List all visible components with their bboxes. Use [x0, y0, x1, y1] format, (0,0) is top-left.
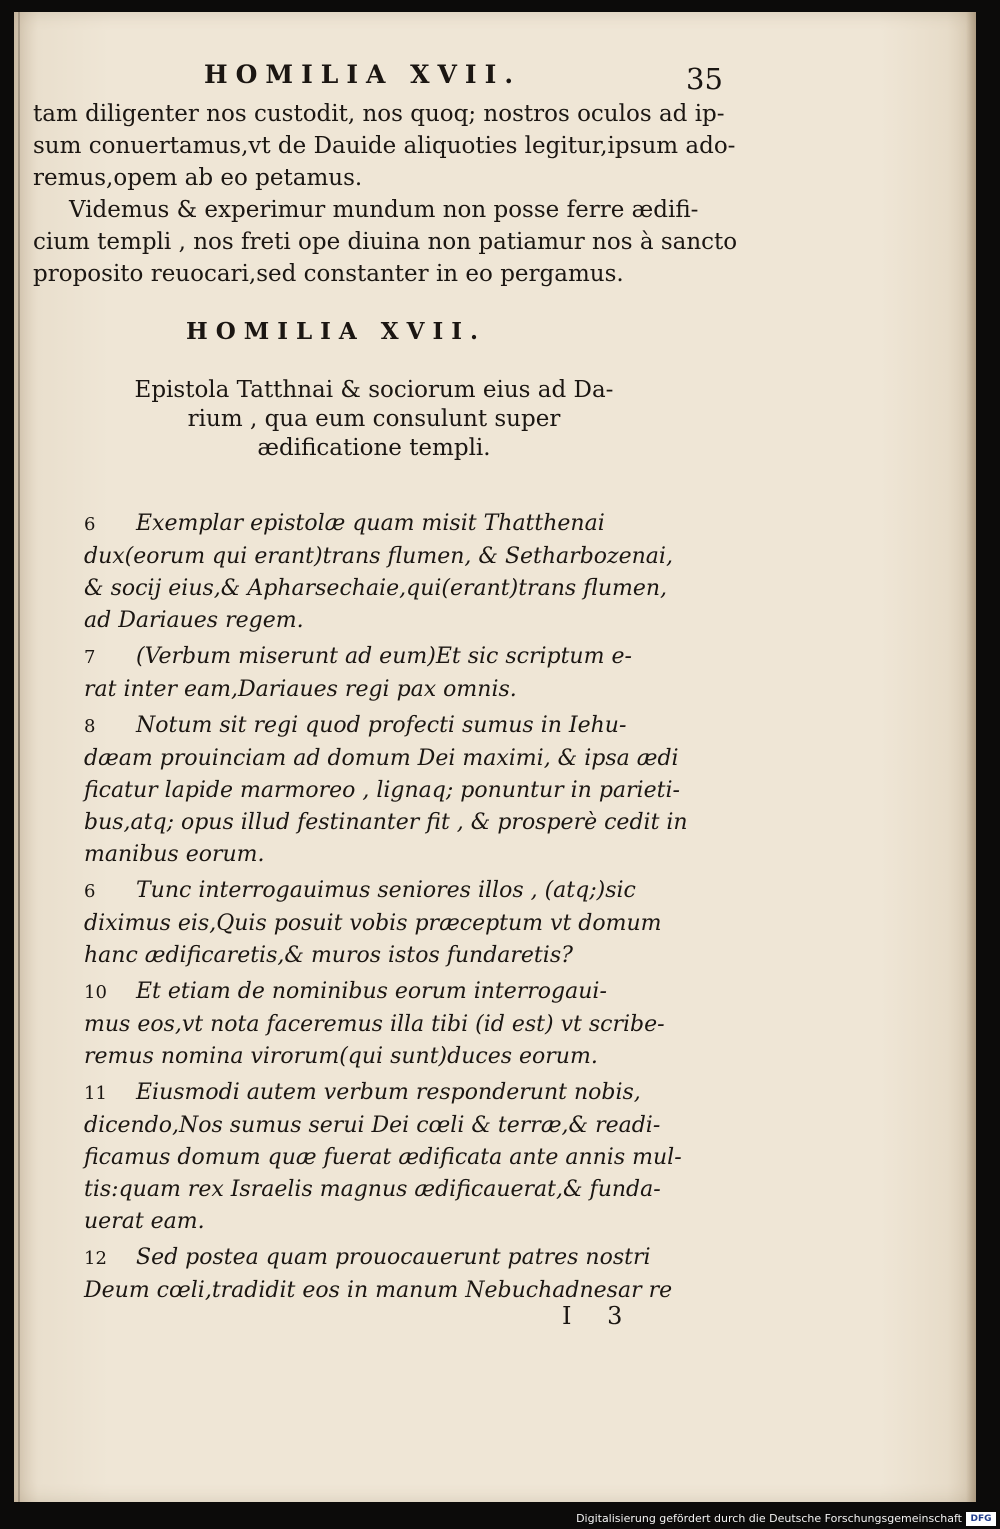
verse-line: Notum sit regi quod profecti sumus in Iehu-	[136, 713, 627, 738]
verse-line: Eiusmodi autem verbum responderunt nobis,	[136, 1080, 641, 1105]
verse-line: bus,atq; opus illud festinanter fit , & prosperè cedit in	[84, 810, 688, 835]
verse-line: ad Dariaues regem.	[84, 608, 304, 633]
summary-line: ædificatione templi.	[257, 435, 491, 461]
book-page	[14, 12, 976, 1502]
homily-heading: HOMILIA XVII.	[186, 318, 486, 345]
verse-line: dæam prouinciam ad domum Dei maximi, & ipsa ædi	[84, 746, 679, 771]
verse	[84, 508, 704, 637]
homily-summary	[134, 376, 614, 463]
page-number: 35	[686, 62, 723, 96]
verse-line: dicendo,Nos sumus serui Dei cœli & terræ,& readi-	[84, 1113, 661, 1138]
top-paragraph	[33, 98, 738, 290]
page-edge-shadow	[966, 12, 976, 1502]
verse-number: 6	[84, 514, 96, 535]
text-line: proposito reuocari,sed constanter in eo pergamus.	[33, 261, 624, 287]
text-line: cium templi , nos freti ope diuina non patiamur nos à sancto	[33, 229, 738, 255]
verse-line: (Verbum miserunt ad eum)Et sic scriptum e-	[136, 644, 632, 669]
signature-mark: I 3	[562, 1302, 637, 1330]
gutter-shadow	[18, 12, 20, 1502]
summary-line: rium , qua eum consulunt super	[187, 406, 561, 432]
verse-line: rat inter eam,Dariaues regi pax omnis.	[84, 677, 517, 702]
verse-line: mus eos,vt nota faceremus illa tibi (id est) vt scribe-	[84, 1012, 665, 1037]
text-line: remus,opem ab eo petamus.	[33, 165, 363, 191]
verse-line: Sed postea quam prouocauerunt patres nostri	[136, 1245, 651, 1270]
verse	[84, 641, 704, 706]
verse-block	[84, 508, 704, 1311]
funding-credit: Digitalisierung gefördert durch die Deutsche Forschungsgemeinschaft	[576, 1512, 962, 1525]
verse-number: 10	[84, 982, 107, 1003]
verse-line: Exemplar epistolæ quam misit Thatthenai	[136, 511, 605, 536]
verse-number: 6	[84, 881, 96, 902]
verse-number: 12	[84, 1248, 107, 1269]
digitization-footer	[0, 1510, 1000, 1529]
verse-line: ficatur lapide marmoreo , lignaq; ponuntur in parieti-	[84, 778, 680, 803]
verse-line: hanc ædificaretis,& muros istos fundaretis?	[84, 943, 573, 968]
verse	[84, 710, 704, 871]
verse-line: remus nomina virorum(qui sunt)duces eorum.	[84, 1044, 598, 1069]
verse-line: Tunc interrogauimus seniores illos , (atq;)sic	[136, 878, 636, 903]
verse-line: uerat eam.	[84, 1209, 205, 1234]
verse-line: Deum cœli,tradidit eos in manum Nebuchadnesar re	[84, 1278, 673, 1303]
verse-line: diximus eis,Quis posuit vobis præceptum vt domum	[84, 911, 662, 936]
verse	[84, 1077, 704, 1238]
verse-line: ficamus domum quæ fuerat ædificata ante annis mul-	[84, 1145, 682, 1170]
verse	[84, 976, 704, 1073]
verse-number: 11	[84, 1083, 107, 1104]
verse-line: Et etiam de nominibus eorum interrogaui-	[136, 979, 607, 1004]
verse-line: dux(eorum qui erant)trans flumen, & Setharbozenai,	[84, 544, 673, 569]
text-line: tam diligenter nos custodit, nos quoq; nostros oculos ad ip-	[33, 101, 725, 127]
running-head: HOMILIA XVII.	[204, 60, 522, 89]
verse-line: tis:quam rex Israelis magnus ædificauerat,& funda-	[84, 1177, 661, 1202]
text-line: sum conuertamus,vt de Dauide aliquoties legitur,ipsum ado-	[33, 133, 736, 159]
verse-line: manibus eorum.	[84, 842, 265, 867]
dfg-logo: DFG	[966, 1512, 996, 1526]
verse-number: 8	[84, 716, 96, 737]
verse-number: 7	[84, 647, 96, 668]
text-line: Videmus & experimur mundum non posse ferre ædifi-	[69, 197, 699, 223]
verse	[84, 1242, 704, 1307]
summary-line: Epistola Tatthnai & sociorum eius ad Da-	[134, 377, 614, 403]
verse	[84, 875, 704, 972]
verse-line: & socij eius,& Apharsechaie,qui(erant)trans flumen,	[84, 576, 668, 601]
